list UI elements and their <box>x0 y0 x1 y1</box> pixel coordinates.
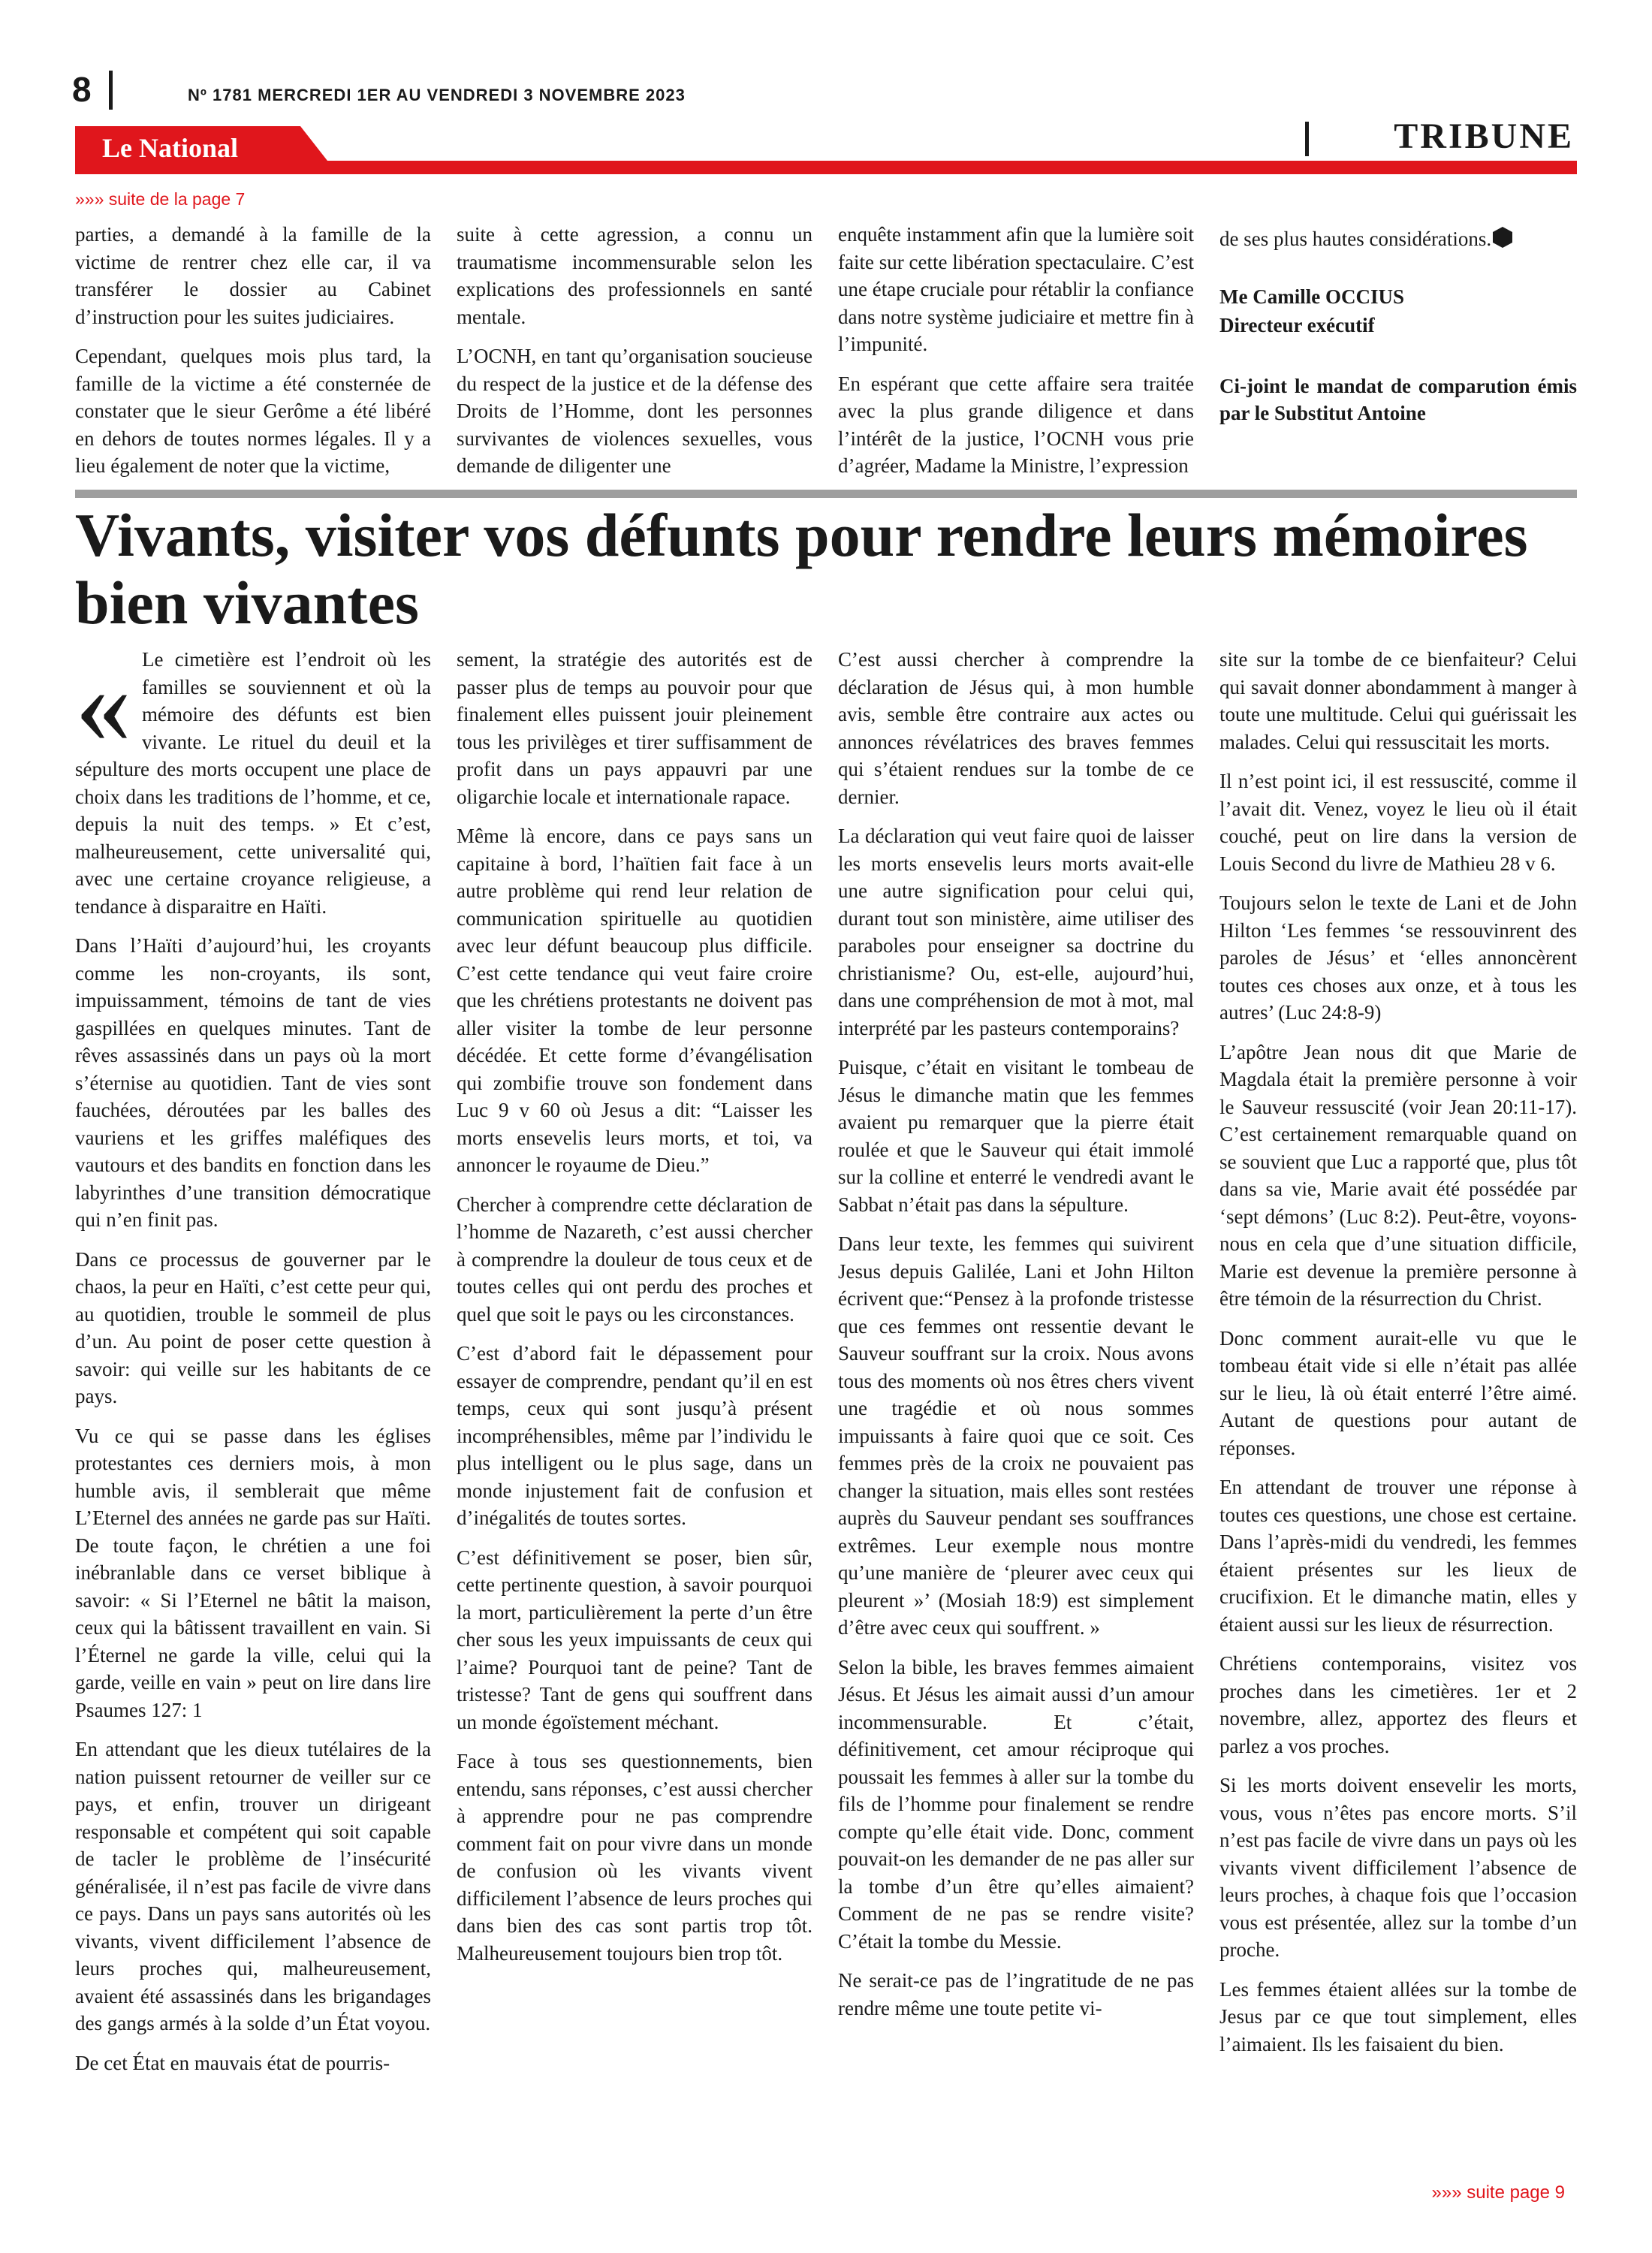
letter-column-4 <box>1219 225 1577 439</box>
paragraph: Chercher à comprendre cette déclaration de l’homme de Nazareth, c’est aussi chercher à comprendre la douleur de tous ceux et de toutes celles qui ont perdu des proches et quel que soit le pays ou les circonstances. <box>457 1193 812 1326</box>
paragraph: L’OCNH, en tant qu’organisation soucieuse du respect de la justice et de la défense des Droits de l’Homme, dont les personnes survivantes de violences sexuelles, vous demande de diligenter une <box>457 345 812 477</box>
brand-banner <box>75 126 1577 174</box>
article-column-1 <box>75 642 431 2089</box>
opening-quote-mark: « <box>75 642 131 767</box>
closing-text: de ses plus hautes considérations. <box>1219 228 1492 250</box>
paragraph: La déclaration qui veut faire quoi de laisser les morts ensevelis leurs morts avait-elle une autre signification pour celui qui, durant tout son ministère, aime utiliser des paraboles pour enseigner sa doctrine du christianisme? Ou, est-elle, aujourd’hui, dans une compréhension de mot à mot, mal interprété par les pasteurs contemporains? <box>838 825 1194 1039</box>
paragraph: C’est d’abord fait le dépassement pour essayer de comprendre, pendant qu’il en est temps, ceux qui sont jusqu’à présent incompréhensibles, même par l’individu le plus intelligent ou le plus sage, dans un monde injustement fait de confusion et d’inégalités de toutes sortes. <box>457 1342 812 1529</box>
paragraph: L’apôtre Jean nous dit que Marie de Magdala était la première personne à voir le Sauveur ressuscité (voir Jean 20:11-17). C’est certainement remarquable quand on se souvient que Luc a rapporté que, plus tôt dans sa vie, Marie avait été possédée par ‘sept démons’ (Luc 8:2). Peut-être, voyons-nous en cela que d’une situation difficile, Marie est devenue la première personne à être témoin de la résurrection du Christ. <box>1219 1040 1577 1310</box>
signature-title: Directeur exécutif <box>1219 314 1375 336</box>
paragraph: Dans leur texte, les femmes qui suivirent Jesus depuis Galilée, Lani et John Hilton écrivent que:“Pensez à la profonde tristesse que ces femmes ont ressentie devant le Sauveur souffrant sur la croix. Nous avons tous des moments où nos êtres chers vivent une tragédie et où nous sommes impuissants à faire quoi que ce soit. Ces femmes près de la croix ne pouvaient pas changer la situation, mais elles sont restées auprès du Sauveur pendant ses souffrances extrêmes. Leur exemple nous montre qu’une manière de ‘pleurer avec ceux qui pleurent »’ (Mosiah 18:9) est simplement d’être avec ceux qui souffrent. » <box>838 1232 1194 1639</box>
section-title: TRIBUNE <box>1394 116 1574 156</box>
paragraph: C’est aussi chercher à comprendre la déclaration de Jésus qui, à mon humble avis, semble être contraire aux actes ou annonces révélatrices des braves femmes qui s’étaient rendues sur la tombe de ce dernier. <box>838 648 1194 808</box>
continued-from: »»» suite de la page 7 <box>75 189 246 209</box>
attachment-note: Ci-joint le mandat de comparution émis par le Substitut Antoine <box>1219 374 1577 424</box>
paragraph: Cependant, quelques mois plus tard, la famille de la victime a été consternée de constater que le sieur Gerôme a été libéré en dehors de toutes normes légales. Il y a lieu également de noter que la victime, <box>75 345 431 477</box>
paragraph: sement, la stratégie des autorités est de passer plus de temps au pouvoir pour que finalement elles puissent jouir pleinement tous les privilèges et tirer suffisamment de profit dans un pays appauvri par une oligarchie locale et internationale rapace. <box>457 648 812 808</box>
paragraph: Puisque, c’était en visitant le tombeau de Jésus le dimanche matin que les femmes avaient pu remarquer que la pierre était roulée et que le Sauveur qui était immolé sur la colline et enterré le vendredi avant le Sabbat n’était pas dans la sépulture. <box>838 1056 1194 1216</box>
article-column-4 <box>1219 646 1577 2070</box>
paragraph: suite à cette agression, a connu un traumatisme incommensurable selon les explications des professionnels en santé mentale. <box>457 223 812 328</box>
end-mark-icon <box>1491 226 1514 249</box>
brand-name: Le National <box>102 133 239 163</box>
paragraph: Si les morts doivent ensevelir les morts, vous, vous n’êtes pas encore morts. S’il n’est pas facile de vivre dans un pays où les vivants vivent difficilement l’absence de leurs proches, à chaque fois que l’occasion vous est présentée, allez sur la tombe d’un proche. <box>1219 1774 1577 1961</box>
header-divider <box>109 71 113 110</box>
page-number: 8 <box>72 70 92 109</box>
paragraph: Ne serait-ce pas de l’ingratitude de ne pas rendre même une toute petite vi- <box>838 1969 1194 2019</box>
continued-to-link[interactable]: »»» suite page 9 <box>1431 2182 1565 2203</box>
paragraph: Dans l’Haïti d’aujourd’hui, les croyants comme les non-croyants, ils sont, impuissamment, témoins de tant de vies gaspillées en quelques minutes. Tant de rêves assassinés dans un pays où la mort s’éternise au quotidien. Tant de vies sont fauchées, déroutées par les balles des vauriens et les griffes maléfiques des vautours et des bandits en fonction dans les labyrinthes d’une transition démocratique qui n’en finit pas. <box>75 934 431 1231</box>
paragraph: site sur la tombe de ce bienfaiteur? Celui qui savait donner abondamment à manger à toute une multitude. Celui qui guérissait les malades. Celui qui ressuscitait les morts. <box>1219 648 1577 753</box>
paragraph: Donc comment aurait-elle vu que le tombeau était vide si elle n’était pas allée sur le lieu, là où était enterré l’être aimé. Autant de questions pour autant de réponses. <box>1219 1326 1577 1459</box>
paragraph: Il n’est point ici, il est ressuscité, comme il l’avait dit. Venez, voyez le lieu où il était couché, peut on lire dans la version de Louis Second du livre de Mathieu 28 v 6. <box>1219 770 1577 875</box>
signature-name: Me Camille OCCIUS <box>1219 285 1404 308</box>
letter-column-2 <box>457 221 812 492</box>
section-divider <box>1305 122 1309 156</box>
paragraph: C’est définitivement se poser, bien sûr, cette pertinente question, à savoir pourquoi la mort, particulièrement la perte d’un être cher sous les yeux impuissants de ceux qui l’aime? Pourquoi tant de peine? Tant de tristesse? Tant de gens qui souffrent dans un monde égoïstement méchant. <box>457 1546 812 1733</box>
paragraph: Selon la bible, les braves femmes aimaient Jésus. Et Jésus les aimait aussi d’un amour incommensurable. Et c’était, définitivement, cet amour réciproque qui poussait les femmes à aller sur la tombe du fils de l’homme pour finalement se rendre compte qu’elle était vide. Donc, comment pouvait-on les demander de ne pas aller sur la tombe d’un être qu’elles aimaient? Comment de ne pas se rendre visite? C’était la tombe du Messie. <box>838 1655 1194 1953</box>
issue-date: Nº 1781 MERCREDI 1ER AU VENDREDI 3 NOVEMBRE 2023 <box>188 86 686 104</box>
letter-column-1 <box>75 221 431 492</box>
section-separator <box>75 490 1577 498</box>
paragraph: Chrétiens contemporains, visitez vos proches dans les cimetières. 1er et 2 novembre, allez, apportez des fleurs et parlez a vos proches. <box>1219 1652 1577 1757</box>
paragraph: Face à tous ses questionnements, bien entendu, sans réponses, c’est aussi chercher à apprendre pour ne pas comprendre comment fait on pour vivre dans un monde de confusion où les vivants vivent difficilement l’absence de leurs proches qui dans bien des cas sont partis trop tôt. Malheureusement toujours bien trop tôt. <box>457 1750 812 1965</box>
paragraph: En espérant que cette affaire sera traitée avec la plus grande diligence et dans l’intérêt de la justice, l’OCNH vous prie d’agréer, Madame la Ministre, l’expression <box>838 372 1194 477</box>
paragraph: En attendant que les dieux tutélaires de la nation puissent retourner de veiller sur ce pays, et enfin, trouver un dirigeant responsable et compétent qui soit capable de tacler le problème de l’insécurité généralisée, il n’est pas facile de vivre dans ce pays. Dans un pays sans autorités où les vivants, vivent difficilement l’absence de leurs proches qui, malheureusement, avaient été assassinés dans les brigandages des gangs armés à la solde d’un État voyou. <box>75 1738 431 2034</box>
letter-column-3 <box>838 221 1194 492</box>
paragraph: Le cimetière est l’endroit où les familles se souviennent et où la mémoire des défunts est bien vivante. Le rituel du deuil et la sépulture des morts occupent une place de choix dans les traditions de l’homme, et ce, depuis la nuit des temps. » Et c’est, malheureusement, cette universalité qui, avec une certaine croyance religieuse, a tendance à disparaitre en Haïti. <box>75 648 431 918</box>
paragraph: En attendant de trouver une réponse à toutes ces questions, une chose est certaine. Dans l’après-midi du vendredi, les femmes étaient présentes sur les lieux de crucifixion. Et le dimanche matin, elles y étaient aussi sur les lieux de résurrection. <box>1219 1476 1577 1636</box>
paragraph: enquête instamment afin que la lumière soit faite sur cette libération spectaculaire. C’est une étape cruciale pour rétablir la confiance dans notre système judiciaire et mettre fin à l’impunité. <box>838 223 1194 355</box>
article-title: Vivants, visiter vos défunts pour rendre leurs mémoires bien vivantes <box>75 501 1528 637</box>
paragraph: parties, a demandé à la famille de la victime de rentrer chez elle car, il va transférer le dossier au Cabinet d’instruction pour les suites judiciaires. <box>75 223 431 328</box>
paragraph: Les femmes étaient allées sur la tombe de Jesus par ce que tout simplement, elles l’aimaient. Ils les faisaient du bien. <box>1219 1977 1577 2055</box>
paragraph: Même là encore, dans ce pays sans un capitaine à bord, l’haïtien fait face à un autre problème qui rend leur relation de communication spirituelle au quotidien avec leur défunt beaucoup plus difficile. C’est cette tendance qui veut faire croire que les chrétiens protestants ne doivent pas aller visiter la tombe de leur personne décédée. Et cette forme d’évangélisation qui zombifie trouve son fondement dans Luc 9 v 60 où Jesus a dit: “Laisser les morts ensevelis leurs morts, et toi, va annoncer le royaume de Dieu.” <box>457 825 812 1176</box>
article-column-2 <box>457 646 812 1979</box>
paragraph: Toujours selon le texte de Lani et de John Hilton ‘Les femmes ‘se ressouvinrent des paroles de Jésus’ et ‘elles annoncèrent toutes ces choses aux onze, et à tous les autres’ (Luc 24:8-9) <box>1219 891 1577 1024</box>
paragraph: De cet État en mauvais état de pourris- <box>75 2051 390 2074</box>
article-column-3 <box>838 646 1194 2034</box>
paragraph: Vu ce qui se passe dans les églises protestantes ces derniers mois, à mon humble avis, il semblerait que même L’Eternel des années ne garde pas sur Haïti. De toute façon, le chrétien a une foi inébranlable dans ce verset biblique à savoir: « Si l’Eternel ne bâtit la maison, ceux qui la bâtissent travaillent en vain. Si l’Éternel ne garde la ville, celui qui la garde, veille en vain » peut on lire dans lire Psaumes 127: 1 <box>75 1424 431 1721</box>
paragraph: Dans ce processus de gouverner par le chaos, la peur en Haïti, c’est cette peur qui, au quotidien, trouble le sommeil de plus d’un. Au point de poser cette question à savoir: qui veille sur les habitants de ce pays. <box>75 1247 431 1407</box>
